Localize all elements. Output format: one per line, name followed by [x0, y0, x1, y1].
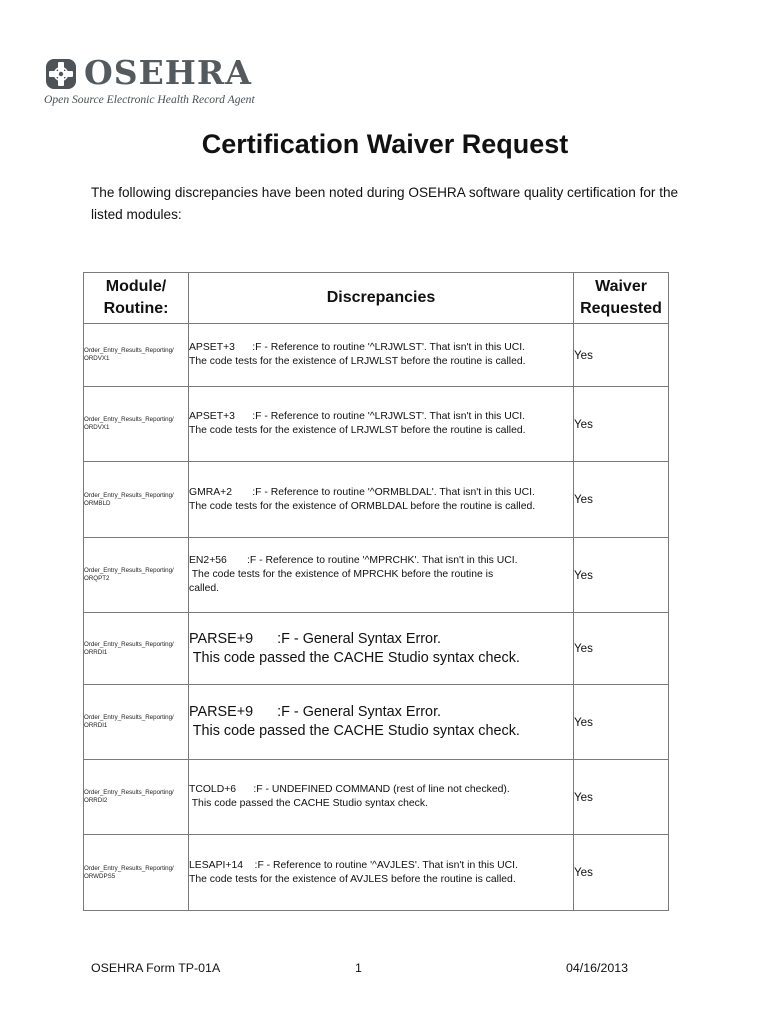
waiver-requested-cell: Yes [574, 613, 669, 685]
discrepancy-line: LESAPI+14 :F - Reference to routine '^AVJLES'. That isn't in this UCI. [189, 859, 518, 871]
table-row [84, 387, 669, 462]
footer-date: 04/16/2013 [566, 961, 629, 975]
routine-header-line: Routine: [103, 300, 169, 317]
discrepancy-line: The code tests for the existence of MPRCHK before the routine is [189, 569, 494, 580]
table-row [84, 685, 669, 760]
discrepancy-line: The code tests for the existence of ORMBLDAL before the routine is called. [189, 500, 536, 512]
module-routine-cell [84, 538, 189, 613]
waiver-requested-cell: Yes [574, 324, 669, 387]
logo-wordmark: OSEHRA [84, 53, 252, 92]
module-name: Order_Entry_Results_Reporting/ [84, 789, 174, 796]
module-routine-cell [84, 685, 189, 760]
discrepancy-line: This code passed the CACHE Studio syntax check. [189, 649, 520, 666]
waiver-table-body [84, 324, 669, 911]
module-name: Order_Entry_Results_Reporting/ [84, 714, 174, 721]
discrepancy-line: PARSE+9 :F - General Syntax Error. [189, 704, 442, 720]
routine-name: ORRDI1 [84, 722, 108, 729]
discrepancy-cell [189, 835, 574, 911]
module-routine-cell [84, 835, 189, 911]
footer-page-number: 1 [355, 961, 362, 975]
module-name: Order_Entry_Results_Reporting/ [84, 491, 174, 499]
module-header-line: Module/ [105, 278, 167, 295]
discrepancy-line: APSET+3 :F - Reference to routine '^LRJWLST'. That isn't in this UCI. [189, 342, 526, 353]
routine-name: ORMBLD [84, 499, 111, 507]
module-name: Order_Entry_Results_Reporting/ [84, 567, 174, 574]
discrepancy-line: PARSE+9 :F - General Syntax Error. [189, 630, 442, 647]
table-row [84, 538, 669, 613]
discrepancy-line: called. [189, 583, 220, 594]
logo-tagline: Open Source Electronic Health Record Agent [44, 93, 255, 106]
module-name: Order_Entry_Results_Reporting/ [84, 640, 174, 648]
routine-name: ORDVX1 [84, 424, 110, 431]
waiver-requested-cell: Yes [574, 462, 669, 538]
waiver-table [83, 272, 669, 911]
table-row [84, 324, 669, 387]
module-routine-cell [84, 613, 189, 685]
waiver-requested-cell: Yes [574, 760, 669, 835]
waiver-requested-cell: Yes [574, 387, 669, 462]
discrepancy-line: EN2+56 :F - Reference to routine '^MPRCHK'. That isn't in this UCI. [189, 555, 518, 566]
discrepancy-line: This code passed the CACHE Studio syntax check. [189, 723, 520, 739]
discrepancy-cell [189, 613, 574, 685]
discrepancy-cell [189, 462, 574, 538]
discrepancy-cell [189, 760, 574, 835]
osehra-logo [44, 53, 274, 112]
intro-paragraph: The following discrepancies have been noted during OSEHRA software quality certification for the listed modules: [91, 185, 679, 222]
document-title: Certification Waiver Request [201, 129, 569, 159]
table-header-row [84, 273, 669, 324]
table-row [84, 835, 669, 911]
routine-name: ORWDPS5 [84, 872, 116, 880]
table-row [84, 613, 669, 685]
routine-name: ORRDI2 [84, 797, 108, 804]
waiver-requested-cell: Yes [574, 538, 669, 613]
routine-name: ORQPT2 [84, 575, 110, 582]
table-row [84, 760, 669, 835]
module-routine-cell [84, 760, 189, 835]
waiver-requested-cell: Yes [574, 835, 669, 911]
module-routine-cell [84, 462, 189, 538]
module-routine-cell [84, 324, 189, 387]
discrepancy-line: The code tests for the existence of AVJLES before the routine is called. [189, 873, 516, 885]
waiver-requested-cell: Yes [574, 685, 669, 760]
discrepancy-line: APSET+3 :F - Reference to routine '^LRJWLST'. That isn't in this UCI. [189, 411, 526, 422]
routine-name: ORDVX1 [84, 355, 110, 362]
module-name: Order_Entry_Results_Reporting/ [84, 347, 174, 354]
routine-name: ORRDI1 [84, 648, 108, 656]
discrepancy-line: GMRA+2 :F - Reference to routine '^ORMBLDAL'. That isn't in this UCI. [189, 486, 535, 498]
discrepancy-line: The code tests for the existence of LRJWLST before the routine is called. [189, 425, 526, 436]
requested-header-line: Requested [580, 300, 662, 317]
module-routine-cell [84, 387, 189, 462]
table-row [84, 462, 669, 538]
discrepancies-header: Discrepancies [189, 273, 574, 324]
osehra-cross-icon [45, 58, 77, 90]
module-name: Order_Entry_Results_Reporting/ [84, 416, 174, 423]
waiver-header-line: Waiver [595, 278, 647, 295]
discrepancy-cell [189, 538, 574, 613]
discrepancy-line: TCOLD+6 :F - UNDEFINED COMMAND (rest of line not checked). [189, 784, 510, 795]
footer-form-id: OSEHRA Form TP-01A [91, 961, 221, 975]
waiver-requested-header [574, 273, 669, 324]
discrepancy-cell [189, 324, 574, 387]
discrepancy-line: The code tests for the existence of LRJWLST before the routine is called. [189, 356, 526, 367]
discrepancy-cell [189, 685, 574, 760]
module-name: Order_Entry_Results_Reporting/ [84, 864, 174, 872]
discrepancy-cell [189, 387, 574, 462]
discrepancy-line: This code passed the CACHE Studio syntax check. [189, 798, 428, 809]
module-routine-header [84, 273, 189, 324]
